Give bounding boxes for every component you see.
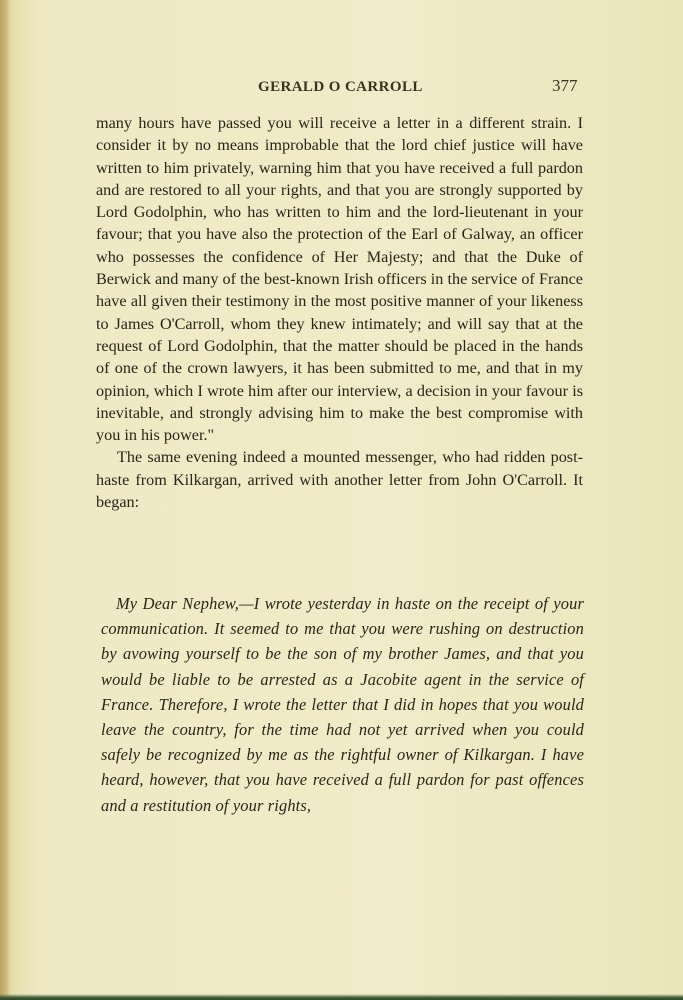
page-number: 377 bbox=[552, 76, 578, 95]
paragraph-continued: many hours have passed you will receive a letter in a different strain. I consider it by no means improbable that the lord chief justice will have written to him privately, warning him that you have received a full pardon and are restored to all your rights, and that you are strongly supported by Lord Godolphin, who has written to him and the lord-lieutenant in your favour; that you have also the protection of the Earl of Galway, an officer who possesses the confidence of Her Majesty; and that the Duke of Berwick and many of the best-known Irish officers in the service of France have all given their testimony in the most positive manner of your likeness to James O'Carroll, whom they knew intimately; and will say that at the request of Lord Godolphin, that the matter should be placed in the hands of one of the crown lawyers, it has been submitted to me, and that in my opinion, which I wrote him after our interview, a decision in your favour is inevitable, and strongly advising him to make the best compromise with you in his power." bbox=[96, 114, 583, 445]
running-head: GERALD O CARROLL bbox=[258, 79, 423, 95]
letter-text: My Dear Nephew,—I wrote yesterday in haste on the receipt of your communication. It seemed to me that you were rushing on destruction by avowing yourself to be the son of my brother James, and that you would be liable to be arrested as a Jacobite agent in the service of France. Therefore, I wrote the letter that I did in hopes that you would leave the country, for the time had not yet arrived when you could safely be recognized by me as the rightful owner of Kilkargan. I have heard, however, that you have received a full pardon for past offences and a restitution of your rights, bbox=[101, 594, 584, 815]
body-text bbox=[96, 112, 583, 513]
page-bottom-edge bbox=[0, 994, 683, 1000]
page-binding-edge bbox=[0, 0, 10, 1000]
quoted-letter bbox=[101, 591, 584, 818]
page-header bbox=[0, 76, 683, 100]
paragraph: The same evening indeed a mounted messenger, who had ridden post-haste from Kilkargan, arrived with another letter from John O'Carroll. It began: bbox=[96, 448, 583, 512]
